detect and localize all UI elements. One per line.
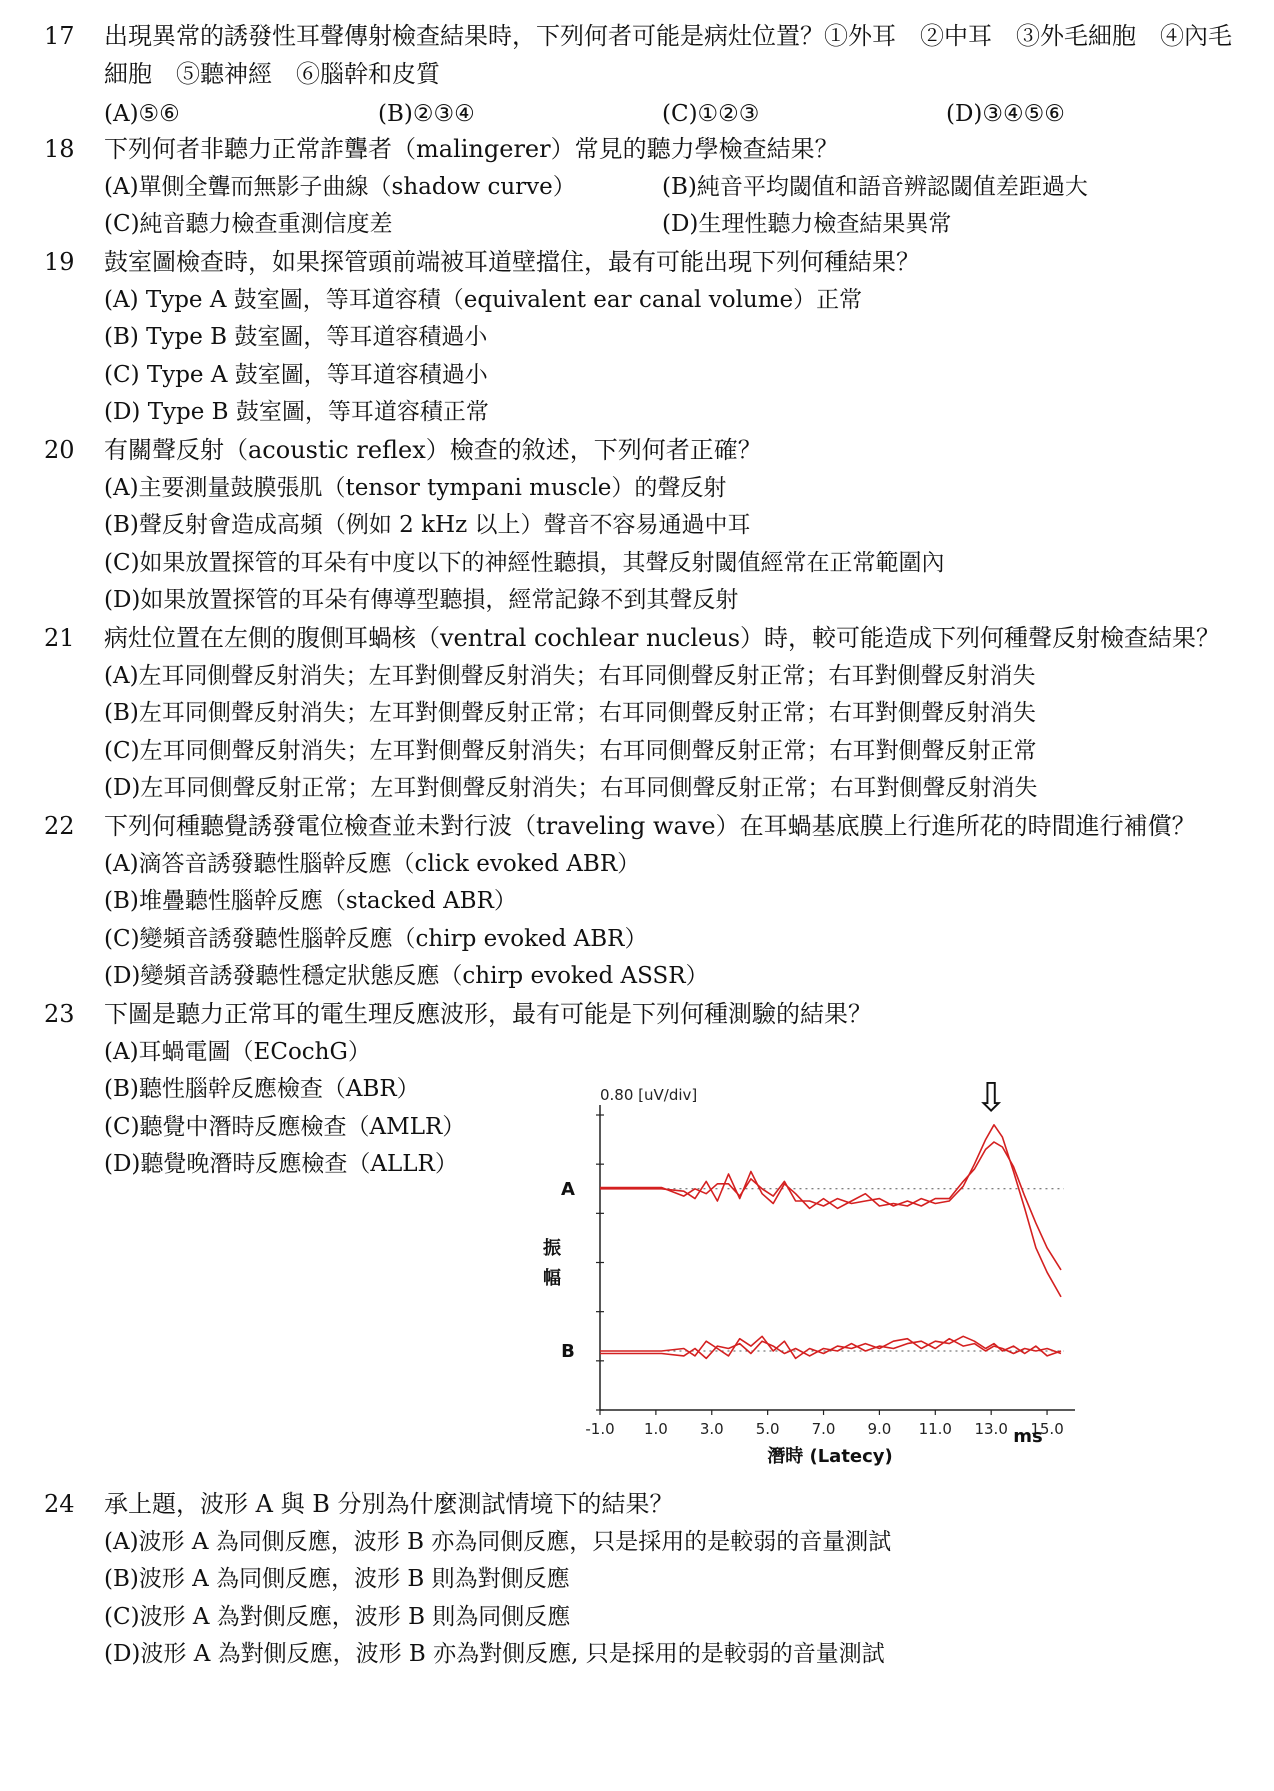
x-axis-label: 潛時 (Latecy) xyxy=(767,1446,893,1467)
option-b[interactable]: (B)純音平均閾值和語音辨認閾值差距過大 xyxy=(662,173,1088,200)
x-axis-unit: ms xyxy=(1013,1426,1043,1447)
option-b[interactable]: (B)波形 A 為同側反應，波形 B 則為對側反應 xyxy=(104,1566,570,1592)
option-c[interactable]: (C)左耳同側聲反射消失；左耳對側聲反射消失；右耳同側聲反射正常；右耳對側聲反射正常 xyxy=(104,737,1037,764)
option-b[interactable]: (B)左耳同側聲反射消失；左耳對側聲反射正常；右耳同側聲反射正常；右耳對側聲反射消失 xyxy=(104,700,1036,726)
options-row xyxy=(0,96,1274,134)
x-tick-label: -1.0 xyxy=(585,1420,615,1438)
question-text: 有關聲反射（acoustic reflex）檢查的敘述，下列何者正確？ xyxy=(104,436,762,464)
option-a[interactable]: (A)波形 A 為同側反應，波形 B 亦為同側反應，只是採用的是較弱的音量測試 xyxy=(104,1528,892,1555)
waveform-a-trace-1 xyxy=(600,1125,1061,1297)
option-c[interactable]: (C)純音聽力檢查重測信度差 xyxy=(104,211,393,237)
x-tick-label: 3.0 xyxy=(699,1420,724,1438)
x-tick-label: 11.0 xyxy=(918,1420,952,1438)
option-d[interactable]: (D) Type B 鼓室圖，等耳道容積正常 xyxy=(104,399,489,425)
option-d[interactable]: (D)聽覺晚潛時反應檢查（ALLR） xyxy=(104,1151,458,1177)
option-b[interactable]: (B)②③④ xyxy=(378,101,475,127)
question-number: 21 xyxy=(44,624,75,652)
question-text: 下列何者非聽力正常詐聾者（malingerer）常見的聽力學檢查結果？ xyxy=(104,135,839,163)
peak-arrow-icon: ⇩ xyxy=(974,1075,1008,1121)
question-text: 下列何種聽覺誘發電位檢查並未對行波（traveling wave）在耳蝸基底膜上行進所花的時間進行補償？ xyxy=(104,812,1196,840)
x-tick-label: 13.0 xyxy=(974,1420,1008,1438)
waveform-b-trace-2 xyxy=(600,1339,1061,1359)
x-tick-label: 7.0 xyxy=(811,1420,836,1438)
option-a[interactable]: (A)單側全聾而無影子曲線（shadow curve） xyxy=(104,173,576,200)
question-number: 20 xyxy=(44,436,75,464)
question-number: 24 xyxy=(44,1490,75,1518)
x-tick-label: 1.0 xyxy=(643,1420,668,1438)
option-d[interactable]: (D)左耳同側聲反射正常；左耳對側聲反射消失；右耳同側聲反射正常；右耳對側聲反射消失 xyxy=(104,775,1038,801)
waveform-label-b: B xyxy=(561,1341,575,1362)
question-number: 19 xyxy=(44,248,75,276)
scale-label: 0.80 [uV/div] xyxy=(600,1086,698,1104)
question-number: 18 xyxy=(44,135,75,163)
question-number: 23 xyxy=(44,1000,75,1028)
y-axis-label: 振幅 xyxy=(543,1237,561,1289)
option-c[interactable]: (C)如果放置探管的耳朵有中度以下的神經性聽損，其聲反射閾值經常在正常範圍內 xyxy=(104,549,945,576)
question-number: 17 xyxy=(44,22,75,50)
chart-axes xyxy=(585,1105,1075,1438)
question-text: 病灶位置在左側的腹側耳蝸核（ventral cochlear nucleus）時，較可能造成下列何種聲反射檢查結果？ xyxy=(104,624,1221,652)
option-b[interactable]: (B)聲反射會造成高頻（例如 2 kHz 以上）聲音不容易通過中耳 xyxy=(104,512,751,538)
option-b[interactable]: (B)聽性腦幹反應檢查（ABR） xyxy=(104,1076,420,1102)
x-tick-label: 9.0 xyxy=(867,1420,892,1438)
option-c[interactable]: (C)波形 A 為對側反應，波形 B 則為同側反應 xyxy=(104,1603,571,1630)
question-number: 22 xyxy=(44,812,75,840)
option-c[interactable]: (C) Type A 鼓室圖，等耳道容積過小 xyxy=(104,361,488,388)
question-text: 承上題，波形 A 與 B 分別為什麼測試情境下的結果？ xyxy=(104,1490,674,1518)
chart-series xyxy=(600,1125,1061,1359)
option-a[interactable]: (A)主要測量鼓膜張肌（tensor tympani muscle）的聲反射 xyxy=(104,474,727,501)
option-a[interactable]: (A)滴答音誘發聽性腦幹反應（click evoked ABR） xyxy=(104,850,641,877)
question-text: 下圖是聽力正常耳的電生理反應波形，最有可能是下列何種測驗的結果？ xyxy=(104,1000,872,1028)
option-a[interactable]: (A)⑤⑥ xyxy=(104,101,180,127)
x-tick-label: 15.0 xyxy=(1030,1420,1064,1438)
question-text: 鼓室圖檢查時，如果探管頭前端被耳道壁擋住，最有可能出現下列何種結果？ xyxy=(104,248,920,276)
waveform-a-trace-2 xyxy=(600,1142,1061,1270)
option-c[interactable]: (C)①②③ xyxy=(662,101,760,127)
option-a[interactable]: (A) Type A 鼓室圖，等耳道容積（equivalent ear canal volume）正常 xyxy=(104,286,863,313)
x-tick-label: 5.0 xyxy=(755,1420,780,1438)
option-a[interactable]: (A)左耳同側聲反射消失；左耳對側聲反射消失；右耳同側聲反射正常；右耳對側聲反射消失 xyxy=(104,662,1036,689)
question-text: 出現異常的誘發性耳聲傳射檢查結果時，下列何者可能是病灶位置？①外耳 ②中耳 ③外毛細胞 ④內毛細胞 ⑤聽神經 ⑥腦幹和皮質 xyxy=(104,22,1232,88)
option-d[interactable]: (D)如果放置探管的耳朵有傳導型聽損，經常記錄不到其聲反射 xyxy=(104,587,739,613)
option-b[interactable]: (B)堆疊聽性腦幹反應（stacked ABR） xyxy=(104,888,517,914)
option-d[interactable]: (D)③④⑤⑥ xyxy=(946,101,1065,127)
option-c[interactable]: (C)聽覺中潛時反應檢查（AMLR） xyxy=(104,1113,466,1140)
option-d[interactable]: (D)生理性聽力檢查結果異常 xyxy=(662,211,952,237)
waveform-label-a: A xyxy=(561,1178,575,1200)
waveform-chart xyxy=(530,1075,1090,1475)
option-a[interactable]: (A)耳蝸電圖（ECochG） xyxy=(104,1038,371,1065)
option-b[interactable]: (B) Type B 鼓室圖，等耳道容積過小 xyxy=(104,324,488,350)
option-c[interactable]: (C)變頻音誘發聽性腦幹反應（chirp evoked ABR） xyxy=(104,925,648,952)
option-d[interactable]: (D)變頻音誘發聽性穩定狀態反應（chirp evoked ASSR） xyxy=(104,963,709,989)
option-d[interactable]: (D)波形 A 為對側反應，波形 B 亦為對側反應, 只是採用的是較弱的音量測試 xyxy=(104,1641,885,1667)
